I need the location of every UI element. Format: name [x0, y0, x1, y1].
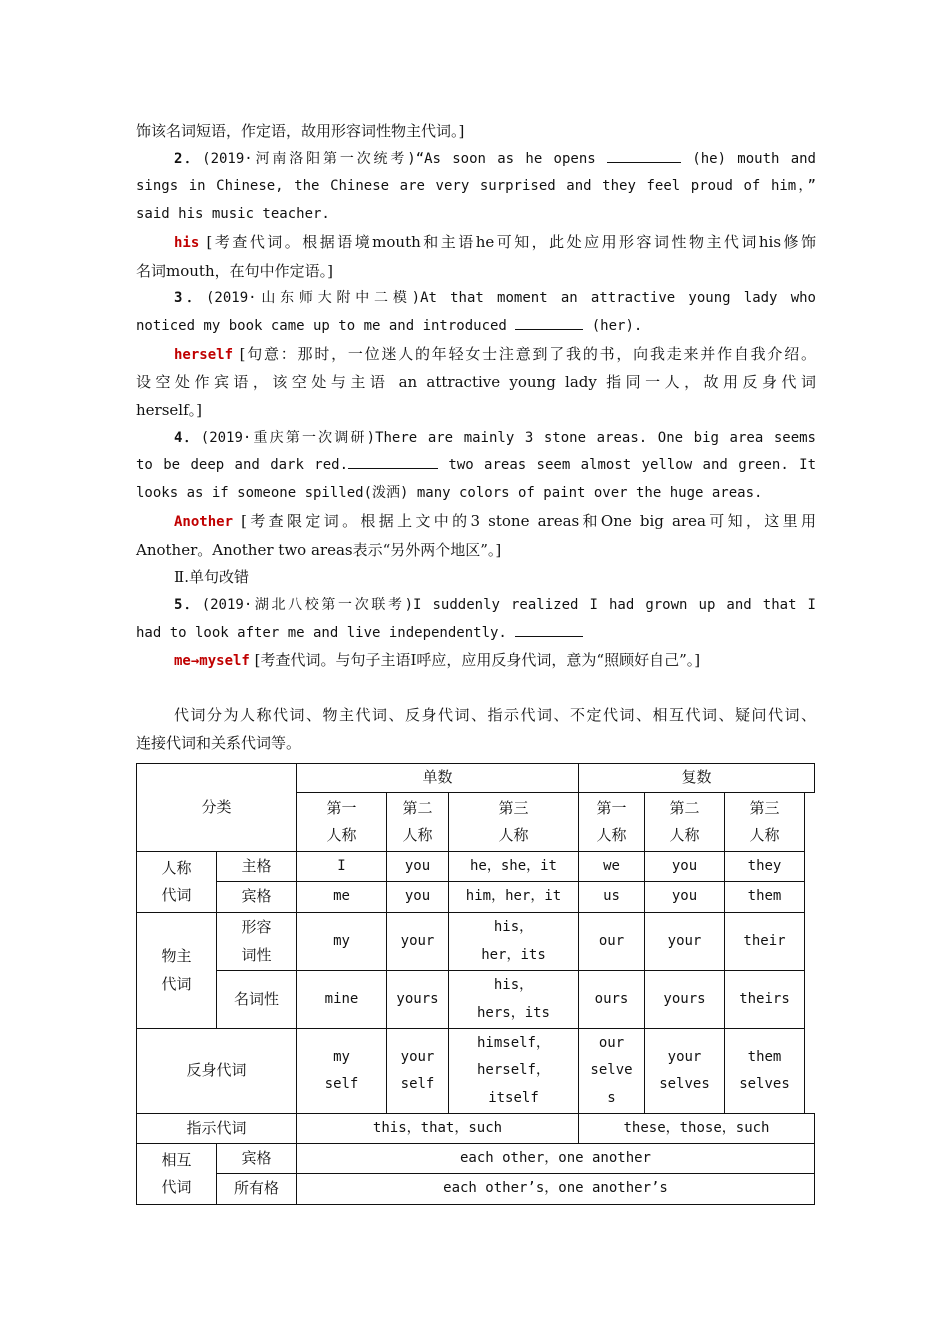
table-cell: me	[297, 882, 387, 913]
answer-3: herself [句意：那时，一位迷人的年轻女士注意到了我的书，向我走来并作自我介绍。	[174, 344, 816, 363]
text-line: 设空处作宾语，该空处与主语 an attractive young lady 指同一人，故用反身代词	[136, 373, 816, 392]
subject-case-label: 主格	[217, 852, 297, 882]
text-line: sings in Chinese, the Chinese are very surprised and they feel proud of him，”	[136, 178, 816, 195]
demonstrative-pronoun-label: 指示代词	[137, 1114, 297, 1144]
table-cell: this，that，such	[297, 1114, 579, 1144]
reciprocal-object-label: 宾格	[217, 1144, 297, 1174]
table-cell: them	[725, 882, 805, 913]
table-cell: his， her，its	[449, 913, 579, 971]
table-cell: ours	[579, 971, 645, 1029]
answer-5: me→myself [考查代词。与句子主语I呼应，应用反身代词，意为“照顾好自己”。]	[174, 651, 701, 670]
table-cell: mine	[297, 971, 387, 1029]
text-line: had to look after me and live independently.	[136, 620, 816, 648]
reciprocal-pronoun-label: 相互 代词	[137, 1144, 217, 1205]
possessive-pronoun-label: 物主 代词	[137, 913, 217, 1029]
document-body	[136, 118, 816, 757]
text-line: to be deep and dark red. two areas seem almost yellow and green. It	[136, 452, 816, 480]
table-row	[137, 764, 815, 793]
table-cell: you	[387, 852, 449, 882]
table-row	[137, 1114, 815, 1144]
plural-header: 复数	[579, 764, 815, 793]
reciprocal-possessive-label: 所有格	[217, 1174, 297, 1205]
table-row	[137, 971, 815, 1029]
pronoun-table	[136, 763, 815, 1205]
category-header: 分类	[137, 764, 297, 852]
table-cell: your selves	[645, 1029, 725, 1114]
answer-blank[interactable]	[348, 454, 438, 469]
answer-blank[interactable]	[607, 148, 681, 163]
question-5: 5．(2019·湖北八校第一次联考)I suddenly realized I had grown up and that I	[174, 596, 816, 613]
table-cell: theirs	[725, 971, 805, 1029]
answer-blank[interactable]	[515, 315, 583, 330]
question-4: 4．(2019·重庆第一次调研)There are mainly 3 stone areas. One big area seems	[174, 429, 816, 446]
table-cell: each other’s，one another’s	[297, 1174, 815, 1205]
table-cell: each other，one another	[297, 1144, 815, 1174]
text-line: looks as if someone spilled(泼洒) many colors of paint over the huge areas.	[136, 485, 763, 502]
reflexive-pronoun-label: 反身代词	[137, 1029, 297, 1114]
intro-paragraph: 代词分为人称代词、物主代词、反身代词、指示代词、不定代词、相互代词、疑问代词、	[174, 706, 816, 725]
table-cell: their	[725, 913, 805, 971]
answer-4: Another [考查限定词。根据上文中的3 stone areas和One big area可知，这里用	[174, 511, 816, 530]
question-2: 2．(2019·河南洛阳第一次统考)“As soon as he opens (he) mouth and	[136, 146, 816, 174]
table-row	[137, 852, 815, 882]
adjective-possessive-label: 形容 词性	[217, 913, 297, 971]
table-row	[137, 882, 815, 913]
table-cell: them selves	[725, 1029, 805, 1114]
answer-2: his [考查代词。根据语境mouth和主语he可知，此处应用形容词性物主代词his修饰	[174, 232, 816, 251]
table-cell: you	[645, 882, 725, 913]
table-cell: your self	[387, 1029, 449, 1114]
table-cell: he，she，it	[449, 852, 579, 882]
table-cell: we	[579, 852, 645, 882]
table-cell: our	[579, 913, 645, 971]
text-line: 连接代词和关系代词等。	[136, 733, 302, 752]
text-line: 名词mouth，在句中作定语。]	[136, 261, 333, 280]
person-header: 第三 人称	[725, 793, 805, 852]
table-cell: his， hers，its	[449, 971, 579, 1029]
table-cell: our selve s	[579, 1029, 645, 1114]
table-cell: these，those，such	[579, 1114, 815, 1144]
table-cell: us	[579, 882, 645, 913]
table-cell: yours	[645, 971, 725, 1029]
table-row	[137, 913, 815, 971]
person-header: 第三 人称	[449, 793, 579, 852]
object-case-label: 宾格	[217, 882, 297, 913]
table-cell: himself， herself， itself	[449, 1029, 579, 1114]
text-line: Another。Another two areas表示“另外两个地区”。]	[136, 540, 502, 559]
question-3: 3．(2019·山东师大附中二模)At that moment an attractive young lady who	[174, 290, 816, 307]
table-cell: they	[725, 852, 805, 882]
table-cell: yours	[387, 971, 449, 1029]
person-header: 第一 人称	[297, 793, 387, 852]
text-line: herself。]	[136, 401, 202, 420]
person-header: 第一 人称	[579, 793, 645, 852]
section-heading: Ⅱ.单句改错	[174, 568, 249, 587]
singular-header: 单数	[297, 764, 579, 793]
table-cell: your	[645, 913, 725, 971]
personal-pronoun-label: 人称 代词	[137, 852, 217, 913]
table-cell: my	[297, 913, 387, 971]
table-cell: him，her，it	[449, 882, 579, 913]
table-row	[137, 1144, 815, 1174]
table-cell: you	[645, 852, 725, 882]
person-header: 第二 人称	[645, 793, 725, 852]
text-line: 饰该名词短语，作定语，故用形容词性物主代词。]	[136, 122, 465, 140]
noun-possessive-label: 名词性	[217, 971, 297, 1029]
table-row	[137, 1174, 815, 1205]
answer-blank[interactable]	[515, 622, 583, 637]
table-cell: I	[297, 852, 387, 882]
text-line: said his music teacher.	[136, 206, 330, 223]
text-line: noticed my book came up to me and introduced (her).	[136, 313, 816, 341]
person-header: 第二 人称	[387, 793, 449, 852]
table-cell: your	[387, 913, 449, 971]
table-cell: my self	[297, 1029, 387, 1114]
table-row	[137, 1029, 815, 1114]
table-cell: you	[387, 882, 449, 913]
